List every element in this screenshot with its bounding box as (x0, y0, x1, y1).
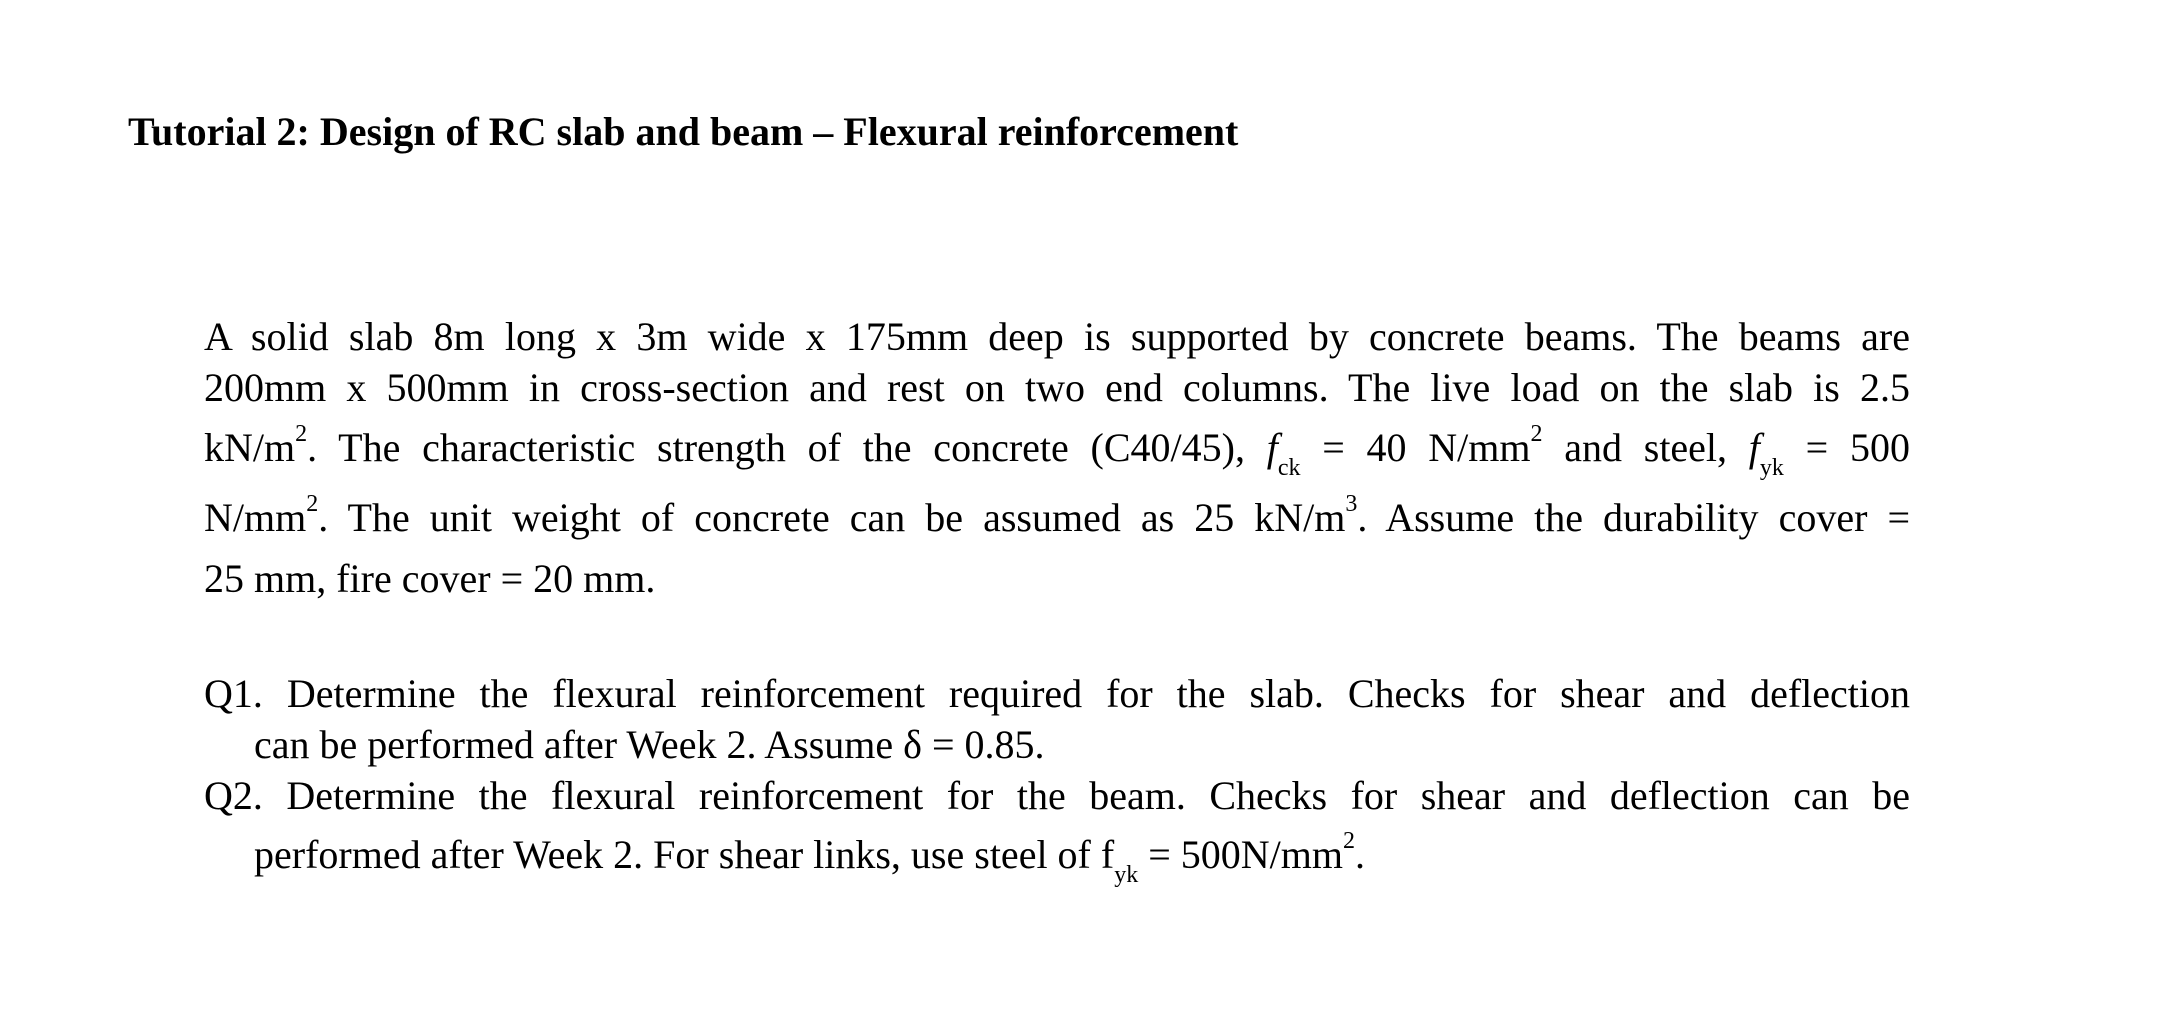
question-2-line-1: Q2. Determine the flexural reinforcement for the beam. Checks for shear and deflection can be (204, 773, 1910, 818)
question-2 (204, 770, 1910, 889)
text-segment: = 40 N/mm (1300, 425, 1531, 470)
problem-line-2: 200mm x 500mm in cross-section and rest on two end columns. The live load on the slab is 2.5 (204, 365, 1910, 410)
text-segment: . Assume the durability cover = (1357, 495, 1910, 540)
problem-statement (204, 311, 1910, 604)
fck-symbol: f (1266, 425, 1278, 470)
problem-line-1: A solid slab 8m long x 3m wide x 175mm deep is supported by concrete beams. The beams are (204, 314, 1910, 359)
problem-line-5: 25 mm, fire cover = 20 mm. (204, 556, 656, 601)
fyk-symbol: f (1748, 425, 1760, 470)
question-list (204, 668, 1910, 889)
text-segment: . (1355, 832, 1365, 877)
question-1 (204, 668, 1910, 770)
fyk-subscript: yk (1114, 862, 1139, 888)
text-segment: = 500N/mm (1138, 832, 1343, 877)
text-segment: performed after Week 2. For shear links, use steel of f (254, 832, 1115, 877)
text-segment: = 500 (1783, 425, 1910, 470)
question-1-line-1: Q1. Determine the flexural reinforcement required for the slab. Checks for shear and deflection (204, 671, 1910, 716)
text-segment: . The characteristic strength of the concrete (C40/45), (307, 425, 1267, 470)
text-segment: . The unit weight of concrete can be assumed as 25 kN/m (318, 495, 1346, 540)
question-2-line-2 (204, 821, 1910, 889)
unit-knm: kN/m (204, 425, 296, 470)
question-1-line-2: can be performed after Week 2. Assume δ = 0.85. (254, 722, 1045, 767)
superscript: 2 (1343, 828, 1355, 854)
problem-line-3 (204, 413, 1910, 483)
superscript: 2 (295, 421, 308, 447)
superscript: 2 (306, 491, 319, 517)
superscript: 2 (1530, 421, 1543, 447)
fck-subscript: ck (1277, 455, 1301, 481)
superscript: 3 (1345, 491, 1358, 517)
fyk-subscript: yk (1759, 455, 1784, 481)
text-segment: and steel, (1542, 425, 1749, 470)
problem-line-4 (204, 483, 1910, 553)
text-segment: N/mm (204, 495, 307, 540)
tutorial-title: Tutorial 2: Design of RC slab and beam – Flexural reinforcement (128, 109, 1239, 154)
